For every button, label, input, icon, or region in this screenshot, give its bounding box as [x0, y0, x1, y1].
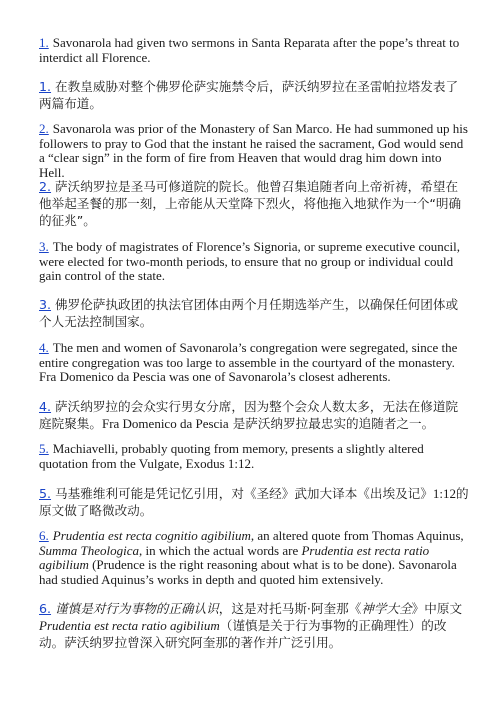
note-3-zh-link[interactable]: 3. [39, 297, 52, 312]
note-4-chinese [39, 398, 469, 432]
note-6-english [39, 529, 469, 587]
note-6-zh-latin: Prudentia est recta ratio agibilium [39, 618, 220, 633]
note-6-book-title: Summa Theologica [39, 542, 140, 558]
note-6-text-b: , in which the actual words are [139, 542, 302, 558]
note-6-zh-text-c: （谨慎是关于行为事物的正确理性）的改动。萨沃纳罗拉曾深入研究阿奎那的著作并广泛引用。 [39, 618, 447, 650]
note-3-english [39, 240, 469, 284]
note-1-link[interactable]: 1. [39, 35, 49, 50]
note-5-english [39, 442, 469, 471]
note-2-zh-link[interactable]: 2. [39, 179, 52, 194]
note-6-zh-quote: 谨慎是对行为事物的正确认识 [55, 601, 219, 616]
note-6-link[interactable]: 6. [39, 528, 49, 543]
note-1-zh-link[interactable]: 1. [39, 79, 52, 94]
note-3-text: The body of magistrates of Florence’s Signoria, or supreme executive council, were elected for two-month periods, to ensure that no group or individual could gain control of the state. [39, 239, 460, 283]
note-5-text: Machiavelli, probably quoting from memory, presents a slightly altered quotation from the Vulgate, Exodus 1:12. [39, 441, 424, 471]
note-5-zh-link[interactable]: 5. [39, 486, 52, 501]
note-6-zh-text-a: ，这是对托马斯·阿奎那《 [218, 601, 362, 616]
note-4-zh-name: Fra Domenico da Pescia [101, 416, 229, 431]
note-5-zh-text-b: 的原文做了略微改动。 [39, 486, 469, 518]
note-2-link[interactable]: 2. [39, 121, 49, 136]
note-4-text: The men and women of Savonarola’s congregation were segregated, since the entire congregation was too large to assemble in the courtyard of the monastery. Fra Domenico da Pescia was one of Savonarola’s closest adherents. [39, 340, 458, 384]
note-3-link[interactable]: 3. [39, 239, 49, 254]
note-2-chinese [39, 178, 469, 229]
note-1-chinese [39, 78, 469, 112]
note-6-quote: Prudentia est recta cognitio agibilium [52, 528, 251, 543]
note-6-zh-book: 神学大全 [361, 601, 412, 616]
note-4-link[interactable]: 4. [39, 340, 49, 355]
note-5-link[interactable]: 5. [39, 441, 49, 456]
note-4-zh-text-a: 萨沃纳罗拉的会众实行男女分席，因为整个会众人数太多，无法在修道院庭院聚集。 [39, 399, 459, 431]
note-5-zh-text-a: 马基雅维利可能是凭记忆引用，对《圣经》武加大译本《出埃及记》 [55, 486, 433, 501]
note-6-text-c: (Prudence is the right reasoning about what is to be done). Savonarola had studied Aquinus’s works in depth and quoted him extensively. [39, 557, 457, 587]
note-5-zh-ref: 1:12 [432, 486, 456, 501]
note-3-zh-text: 佛罗伦萨执政团的执法官团体由两个月任期选举产生，以确保任何团体或个人无法控制国家。 [39, 297, 459, 329]
note-4-zh-text-b: 是萨沃纳罗拉最忠实的追随者之一。 [232, 416, 435, 431]
note-6-text-a: , an altered quote from Thomas Aquinus, [250, 528, 464, 543]
note-1-text: Savonarola had given two sermons in Santa Reparata after the pope’s threat to interdict all Florence. [39, 35, 460, 65]
note-2-text: Savonarola was prior of the Monastery of San Marco. He had summoned up his followers to pray to God that the instant he raised the sacrament, God would send a “clear sign” in the form of fire from Heaven that would drag him down into Hell. [39, 121, 468, 180]
note-1-zh-text: 在教皇威胁对整个佛罗伦萨实施禁令后，萨沃纳罗拉在圣雷帕拉塔发表了两篇布道。 [39, 79, 459, 111]
note-1-english [39, 36, 469, 65]
note-4-english [39, 341, 469, 385]
note-4-zh-link[interactable]: 4. [39, 399, 52, 414]
note-6-chinese [39, 600, 469, 651]
note-6-quote-original: Prudentia est recta ratio agibilium [39, 542, 430, 572]
note-3-chinese [39, 296, 469, 330]
note-2-english [39, 122, 469, 180]
note-6-zh-link[interactable]: 6. [39, 601, 52, 616]
note-2-zh-text: 萨沃纳罗拉是圣马可修道院的院长。他曾召集追随者向上帝祈祷，希望在他举起圣餐的那一刻，上帝能从天堂降下烈火，将他拖入地狱作为一个“明确的征兆”。 [39, 179, 462, 228]
note-6-zh-text-b: 》中原文 [411, 601, 463, 616]
note-5-chinese [39, 485, 469, 519]
